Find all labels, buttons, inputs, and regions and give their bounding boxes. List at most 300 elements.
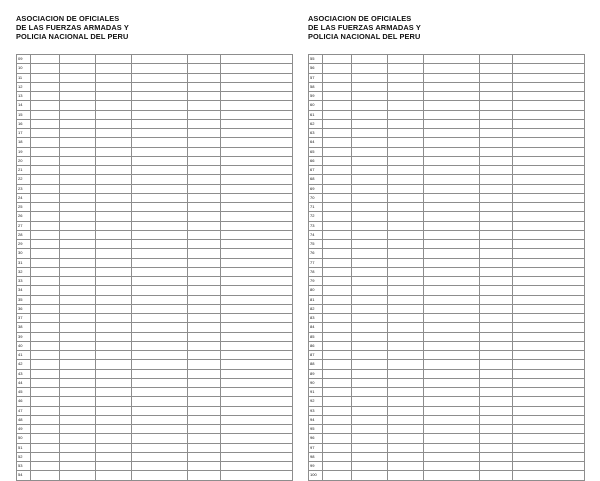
rank-cell — [323, 295, 352, 304]
rank-cell — [323, 304, 352, 313]
surname-1-cell — [60, 425, 96, 434]
unit-cell — [513, 388, 585, 397]
row-number: 35 — [17, 295, 31, 304]
member-table-body — [309, 55, 585, 481]
surname-1-cell — [352, 193, 388, 202]
surname-2-cell — [96, 249, 132, 258]
unit-cell — [221, 193, 293, 202]
given-names-cell — [132, 341, 188, 350]
date-cell — [188, 73, 221, 82]
unit-cell — [221, 64, 293, 73]
given-names-cell — [424, 230, 480, 239]
date-cell — [480, 286, 513, 295]
date-cell — [188, 175, 221, 184]
surname-1-cell — [60, 212, 96, 221]
rank-cell — [31, 425, 60, 434]
date-cell — [480, 314, 513, 323]
surname-2-cell — [96, 82, 132, 91]
unit-cell — [513, 443, 585, 452]
date-cell — [480, 443, 513, 452]
row-number: 46 — [17, 397, 31, 406]
surname-2-cell — [388, 55, 424, 64]
date-cell — [188, 471, 221, 480]
rank-cell — [323, 92, 352, 101]
table-row — [309, 258, 585, 267]
row-number: 68 — [309, 175, 323, 184]
given-names-cell — [424, 82, 480, 91]
unit-cell — [221, 147, 293, 156]
given-names-cell — [132, 471, 188, 480]
given-names-cell — [132, 295, 188, 304]
given-names-cell — [132, 378, 188, 387]
table-row — [309, 471, 585, 480]
date-cell — [480, 138, 513, 147]
surname-2-cell — [96, 425, 132, 434]
surname-1-cell — [352, 452, 388, 461]
surname-1-cell — [60, 406, 96, 415]
date-cell — [188, 397, 221, 406]
row-number: 27 — [17, 221, 31, 230]
row-number: 84 — [309, 323, 323, 332]
date-cell — [480, 55, 513, 64]
row-number: 19 — [17, 147, 31, 156]
surname-1-cell — [352, 110, 388, 119]
given-names-cell — [132, 175, 188, 184]
given-names-cell — [132, 443, 188, 452]
row-number: 70 — [309, 193, 323, 202]
rank-cell — [31, 332, 60, 341]
table-row — [17, 129, 293, 138]
rank-cell — [31, 119, 60, 128]
surname-1-cell — [352, 332, 388, 341]
unit-cell — [513, 415, 585, 424]
table-row — [17, 221, 293, 230]
table-row — [17, 249, 293, 258]
surname-2-cell — [96, 388, 132, 397]
unit-cell — [513, 212, 585, 221]
rank-cell — [323, 156, 352, 165]
date-cell — [188, 406, 221, 415]
given-names-cell — [132, 397, 188, 406]
rank-cell — [323, 119, 352, 128]
surname-1-cell — [60, 378, 96, 387]
surname-1-cell — [60, 184, 96, 193]
row-number: 62 — [309, 119, 323, 128]
surname-2-cell — [388, 138, 424, 147]
given-names-cell — [424, 240, 480, 249]
date-cell — [480, 249, 513, 258]
surname-2-cell — [96, 369, 132, 378]
rank-cell — [31, 110, 60, 119]
surname-2-cell — [96, 175, 132, 184]
table-row — [309, 415, 585, 424]
unit-cell — [221, 471, 293, 480]
surname-2-cell — [388, 360, 424, 369]
given-names-cell — [424, 267, 480, 276]
row-number: 25 — [17, 203, 31, 212]
table-row — [309, 462, 585, 471]
surname-2-cell — [96, 240, 132, 249]
date-cell — [480, 92, 513, 101]
given-names-cell — [424, 443, 480, 452]
date-cell — [480, 351, 513, 360]
given-names-cell — [132, 230, 188, 239]
table-row — [17, 434, 293, 443]
surname-1-cell — [60, 166, 96, 175]
rank-cell — [31, 406, 60, 415]
rank-cell — [323, 64, 352, 73]
date-cell — [188, 82, 221, 91]
surname-1-cell — [60, 277, 96, 286]
rank-cell — [323, 341, 352, 350]
row-number: 90 — [309, 378, 323, 387]
rank-cell — [323, 286, 352, 295]
unit-cell — [513, 452, 585, 461]
surname-1-cell — [352, 82, 388, 91]
given-names-cell — [132, 277, 188, 286]
date-cell — [188, 184, 221, 193]
unit-cell — [221, 397, 293, 406]
surname-1-cell — [352, 258, 388, 267]
rank-cell — [31, 369, 60, 378]
surname-1-cell — [60, 193, 96, 202]
table-row — [309, 230, 585, 239]
surname-2-cell — [96, 92, 132, 101]
date-cell — [188, 240, 221, 249]
date-cell — [188, 286, 221, 295]
table-row — [17, 184, 293, 193]
date-cell — [188, 452, 221, 461]
surname-2-cell — [96, 471, 132, 480]
given-names-cell — [132, 110, 188, 119]
surname-2-cell — [96, 184, 132, 193]
date-cell — [480, 406, 513, 415]
date-cell — [188, 138, 221, 147]
row-number: 50 — [17, 434, 31, 443]
unit-cell — [513, 360, 585, 369]
row-number: 23 — [17, 184, 31, 193]
surname-1-cell — [352, 397, 388, 406]
row-number: 78 — [309, 267, 323, 276]
date-cell — [188, 221, 221, 230]
row-number: 88 — [309, 360, 323, 369]
table-row — [309, 388, 585, 397]
surname-2-cell — [388, 175, 424, 184]
row-number: 26 — [17, 212, 31, 221]
table-row — [17, 425, 293, 434]
rank-cell — [31, 240, 60, 249]
date-cell — [188, 267, 221, 276]
surname-2-cell — [388, 286, 424, 295]
rank-cell — [31, 434, 60, 443]
given-names-cell — [132, 360, 188, 369]
unit-cell — [513, 295, 585, 304]
surname-1-cell — [60, 240, 96, 249]
unit-cell — [221, 369, 293, 378]
table-row — [309, 166, 585, 175]
given-names-cell — [132, 332, 188, 341]
rank-cell — [323, 230, 352, 239]
table-row — [17, 110, 293, 119]
unit-cell — [221, 314, 293, 323]
surname-1-cell — [352, 147, 388, 156]
date-cell — [480, 378, 513, 387]
given-names-cell — [132, 184, 188, 193]
rank-cell — [323, 471, 352, 480]
unit-cell — [513, 166, 585, 175]
unit-cell — [221, 82, 293, 91]
table-row — [17, 267, 293, 276]
unit-cell — [513, 64, 585, 73]
surname-1-cell — [352, 443, 388, 452]
unit-cell — [221, 443, 293, 452]
date-cell — [188, 351, 221, 360]
rank-cell — [31, 462, 60, 471]
surname-1-cell — [352, 323, 388, 332]
unit-cell — [221, 92, 293, 101]
surname-1-cell — [60, 341, 96, 350]
unit-cell — [513, 221, 585, 230]
unit-cell — [513, 184, 585, 193]
row-number: 75 — [309, 240, 323, 249]
table-row — [17, 397, 293, 406]
rank-cell — [323, 443, 352, 452]
row-number: 67 — [309, 166, 323, 175]
unit-cell — [221, 110, 293, 119]
date-cell — [480, 452, 513, 461]
unit-cell — [221, 378, 293, 387]
surname-2-cell — [388, 471, 424, 480]
given-names-cell — [132, 452, 188, 461]
table-row — [17, 258, 293, 267]
date-cell — [188, 203, 221, 212]
row-number: 48 — [17, 415, 31, 424]
row-number: 86 — [309, 341, 323, 350]
rank-cell — [31, 323, 60, 332]
rank-cell — [323, 258, 352, 267]
date-cell — [188, 101, 221, 110]
surname-1-cell — [352, 212, 388, 221]
unit-cell — [513, 258, 585, 267]
rank-cell — [323, 138, 352, 147]
rank-cell — [323, 110, 352, 119]
table-row — [309, 314, 585, 323]
row-number: 18 — [17, 138, 31, 147]
unit-cell — [513, 434, 585, 443]
table-row — [309, 277, 585, 286]
table-row — [309, 434, 585, 443]
date-cell — [188, 378, 221, 387]
surname-2-cell — [96, 295, 132, 304]
table-row — [17, 82, 293, 91]
rank-cell — [31, 415, 60, 424]
rank-cell — [323, 415, 352, 424]
surname-2-cell — [96, 286, 132, 295]
given-names-cell — [424, 462, 480, 471]
surname-1-cell — [352, 138, 388, 147]
table-row — [309, 119, 585, 128]
surname-1-cell — [60, 323, 96, 332]
rank-cell — [31, 64, 60, 73]
rank-cell — [31, 258, 60, 267]
unit-cell — [513, 425, 585, 434]
given-names-cell — [132, 101, 188, 110]
member-table-right — [308, 54, 585, 481]
given-names-cell — [132, 415, 188, 424]
rank-cell — [323, 240, 352, 249]
surname-2-cell — [388, 406, 424, 415]
given-names-cell — [132, 156, 188, 165]
surname-1-cell — [352, 101, 388, 110]
date-cell — [188, 212, 221, 221]
table-row — [309, 221, 585, 230]
unit-cell — [513, 147, 585, 156]
date-cell — [480, 82, 513, 91]
surname-2-cell — [388, 462, 424, 471]
rank-cell — [323, 203, 352, 212]
given-names-cell — [132, 462, 188, 471]
date-cell — [188, 304, 221, 313]
rank-cell — [31, 147, 60, 156]
unit-cell — [221, 221, 293, 230]
row-number: 64 — [309, 138, 323, 147]
surname-2-cell — [96, 55, 132, 64]
rank-cell — [323, 360, 352, 369]
surname-2-cell — [96, 341, 132, 350]
date-cell — [480, 203, 513, 212]
surname-1-cell — [352, 166, 388, 175]
unit-cell — [513, 267, 585, 276]
surname-1-cell — [352, 351, 388, 360]
unit-cell — [221, 425, 293, 434]
rank-cell — [323, 462, 352, 471]
row-number: 76 — [309, 249, 323, 258]
unit-cell — [513, 277, 585, 286]
surname-2-cell — [96, 166, 132, 175]
rank-cell — [323, 147, 352, 156]
table-row — [17, 388, 293, 397]
row-number: 45 — [17, 388, 31, 397]
given-names-cell — [132, 314, 188, 323]
date-cell — [480, 129, 513, 138]
given-names-cell — [424, 277, 480, 286]
row-number: 21 — [17, 166, 31, 175]
surname-2-cell — [96, 267, 132, 276]
table-row — [17, 378, 293, 387]
member-table-body — [17, 55, 293, 481]
header-line-2: DE LAS FUERZAS ARMADAS Y — [16, 23, 129, 32]
rank-cell — [323, 388, 352, 397]
table-row — [17, 156, 293, 165]
given-names-cell — [424, 110, 480, 119]
table-row — [309, 55, 585, 64]
given-names-cell — [424, 101, 480, 110]
unit-cell — [221, 240, 293, 249]
surname-1-cell — [60, 332, 96, 341]
surname-2-cell — [96, 129, 132, 138]
rank-cell — [323, 323, 352, 332]
given-names-cell — [424, 332, 480, 341]
date-cell — [480, 397, 513, 406]
rank-cell — [31, 203, 60, 212]
given-names-cell — [424, 471, 480, 480]
row-number: 33 — [17, 277, 31, 286]
unit-cell — [221, 73, 293, 82]
header-line-1: ASOCIACION DE OFICIALES — [308, 14, 412, 23]
given-names-cell — [424, 360, 480, 369]
table-row — [17, 138, 293, 147]
date-cell — [188, 360, 221, 369]
surname-1-cell — [60, 249, 96, 258]
surname-2-cell — [96, 64, 132, 73]
surname-1-cell — [60, 110, 96, 119]
given-names-cell — [424, 73, 480, 82]
given-names-cell — [424, 184, 480, 193]
rank-cell — [31, 221, 60, 230]
given-names-cell — [132, 203, 188, 212]
association-header — [308, 14, 585, 54]
rank-cell — [31, 341, 60, 350]
table-row — [309, 406, 585, 415]
unit-cell — [221, 452, 293, 461]
row-number: 79 — [309, 277, 323, 286]
date-cell — [188, 369, 221, 378]
unit-cell — [221, 166, 293, 175]
date-cell — [188, 388, 221, 397]
date-cell — [188, 129, 221, 138]
rank-cell — [323, 267, 352, 276]
surname-1-cell — [60, 369, 96, 378]
rank-cell — [31, 397, 60, 406]
given-names-cell — [424, 304, 480, 313]
surname-1-cell — [60, 55, 96, 64]
row-number: 100 — [309, 471, 323, 480]
table-row — [309, 452, 585, 461]
unit-cell — [513, 82, 585, 91]
unit-cell — [221, 277, 293, 286]
given-names-cell — [132, 304, 188, 313]
table-row — [17, 452, 293, 461]
date-cell — [188, 64, 221, 73]
row-number: 55 — [309, 55, 323, 64]
surname-2-cell — [96, 110, 132, 119]
given-names-cell — [132, 406, 188, 415]
rank-cell — [323, 397, 352, 406]
rank-cell — [31, 388, 60, 397]
header-line-3: POLICIA NACIONAL DEL PERU — [308, 32, 421, 41]
rank-cell — [31, 314, 60, 323]
surname-1-cell — [352, 434, 388, 443]
unit-cell — [513, 471, 585, 480]
given-names-cell — [424, 323, 480, 332]
surname-2-cell — [96, 230, 132, 239]
table-row — [309, 73, 585, 82]
surname-2-cell — [96, 212, 132, 221]
date-cell — [188, 156, 221, 165]
date-cell — [480, 240, 513, 249]
unit-cell — [513, 55, 585, 64]
table-row — [17, 314, 293, 323]
given-names-cell — [132, 138, 188, 147]
unit-cell — [221, 212, 293, 221]
date-cell — [480, 175, 513, 184]
surname-2-cell — [388, 415, 424, 424]
date-cell — [480, 277, 513, 286]
table-row — [309, 82, 585, 91]
row-number: 51 — [17, 443, 31, 452]
table-row — [17, 203, 293, 212]
table-row — [309, 101, 585, 110]
